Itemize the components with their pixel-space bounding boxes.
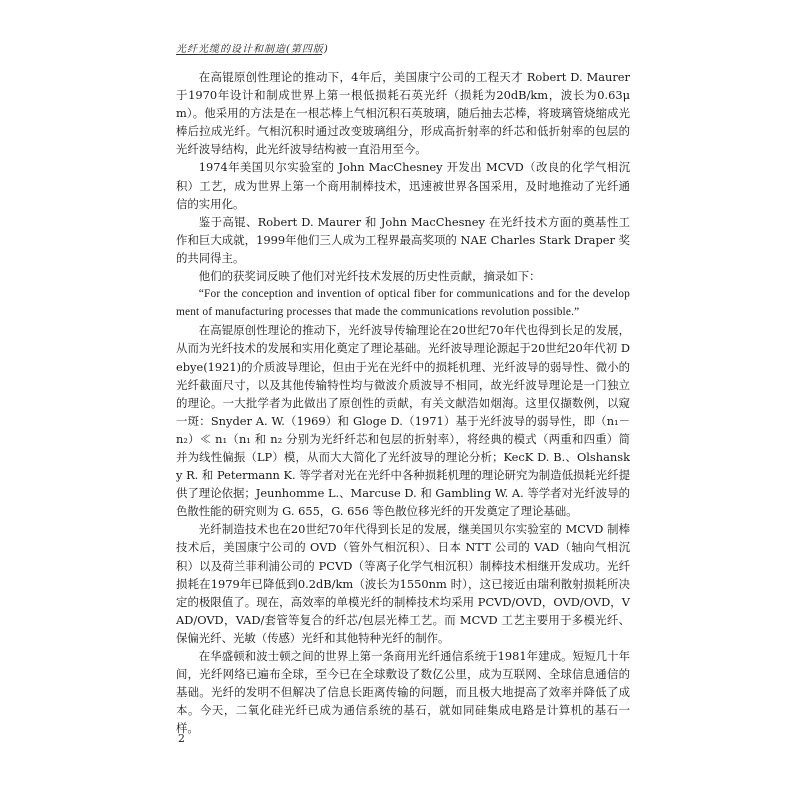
paragraph-waveguide-theory: 在高锟原创性理论的推动下，光纤波导传输理论在20世纪70年代也得到长足的发展，从而为光纤技术的发展和实用化奠定了理论基础。光纤波导理论源起于20世纪20年代初 Debye(1921)的介质波导理论，但由于光在光纤中的损耗机理、光纤波导的弱导性、微小的光纤截面尺寸，以及其他传输特性均与微波介质波导不相同，故光纤波导理论是一门独立的理论。一大批学者为此做出了原创性的贡献，有关文献浩如烟海。这里仅撷数例，以窥一斑：Snyder A. W.（1969）和 Gloge D.（1971）基于光纤波导的弱导性，即（n₁－n₂）≪ n₁（n₁ 和 n₂ 分别为光纤纤芯和包层的折射率），将经典的模式（两重和四重）简并为线性偏振（LP）模，从而大大简化了光纤波导的理论分析；KecK D. B.、Olshansky R. 和 Petermann K. 等学者对光在光纤中各种损耗机理的理论研究为制造低损耗光纤提供了理论依据；Jeunhomme L.、Marcuse D. 和 Gambling W. A. 等学者对光纤波导的色散性能的研究则为 G. 655，G. 656 等色散位移光纤的开发奠定了理论基础。: [176, 323, 630, 519]
paragraph-maurer: 在高锟原创性理论的推动下，4年后，美国康宁公司的工程天才 Robert D. Maurer 于1970年设计和制成世界上第一根低损耗石英光纤（损耗为20dB/km，波长为0.63μm）。他采用的方法是在一根芯棒上气相沉积石英玻璃，随后抽去芯棒，将玻璃管烧缩成光棒后拉成光纤。气相沉积时通过改变玻璃组分，形成高折射率的纤芯和低折射率的包层的光纤波导结构，此光纤波导结构被一直沿用至今。: [176, 70, 630, 157]
paragraph-citation-intro: 他们的获奖词反映了他们对光纤技术发展的历史性贡献，摘录如下：: [198, 269, 541, 284]
paragraph-draper-prize: 鉴于高锟、Robert D. Maurer 和 John MacChesney 在光纤技术方面的奠基性工作和巨大成就，1999年他们三人成为工程界最高奖项的 NAE Charles Stark Draper 奖的共同得主。: [176, 214, 630, 265]
running-head: 光纤光缆的设计和制造(第四版): [176, 44, 329, 55]
paragraph-citation-quote: “For the conception and invention of optical fiber for communications and for the development of manufacturing processes that made the communications revolution possible.”: [176, 288, 630, 319]
paragraph-mcvd: 1974年美国贝尔实验室的 John MacChesney 开发出 MCVD（改良的化学气相沉积）工艺，成为世界上第一个商用制棒技术，迅速被世界各国采用，及时地推动了光纤通信的实用化。: [176, 160, 630, 211]
header-rule: [176, 54, 322, 55]
paragraph-manufacturing: 光纤制造技术也在20世纪70年代得到长足的发展，继美国贝尔实验室的 MCVD 制棒技术后，美国康宁公司的 OVD（管外气相沉积）、日本 NTT 公司的 VAD（轴向气相沉积）以及荷兰菲利浦公司的 PCVD（等离子化学气相沉积）制棒技术相继开发成功。光纤损耗在1979年已降低到0.2dB/km（波长为1550nm 时），这已接近由瑞利散射损耗所决定的极限值了。现在，高效率的单模光纤的制棒技术均采用 PCVD/OVD，OVD/OVD，VAD/OVD，VAD/套管等复合的纤芯/包层光棒工艺。而 MCVD 工艺主要用于多模光纤、保偏光纤、光敏（传感）光纤和其他特种光纤的制作。: [176, 522, 630, 645]
paragraph-first-system: 在华盛顿和波士顿之间的世界上第一条商用光纤通信系统于1981年建成。短短几十年间，光纤网络已遍布全球，至今已在全球敷设了数亿公里，成为互联网、全球信息通信的基础。光纤的发明不但解决了信息长距离传输的问题，而且极大地提高了效率并降低了成本。今天，二氧化硅光纤已成为通信系统的基石，就如同硅集成电路是计算机的基石一样。: [176, 649, 630, 736]
body-text: [176, 68, 630, 737]
page-number: 2: [178, 732, 185, 745]
